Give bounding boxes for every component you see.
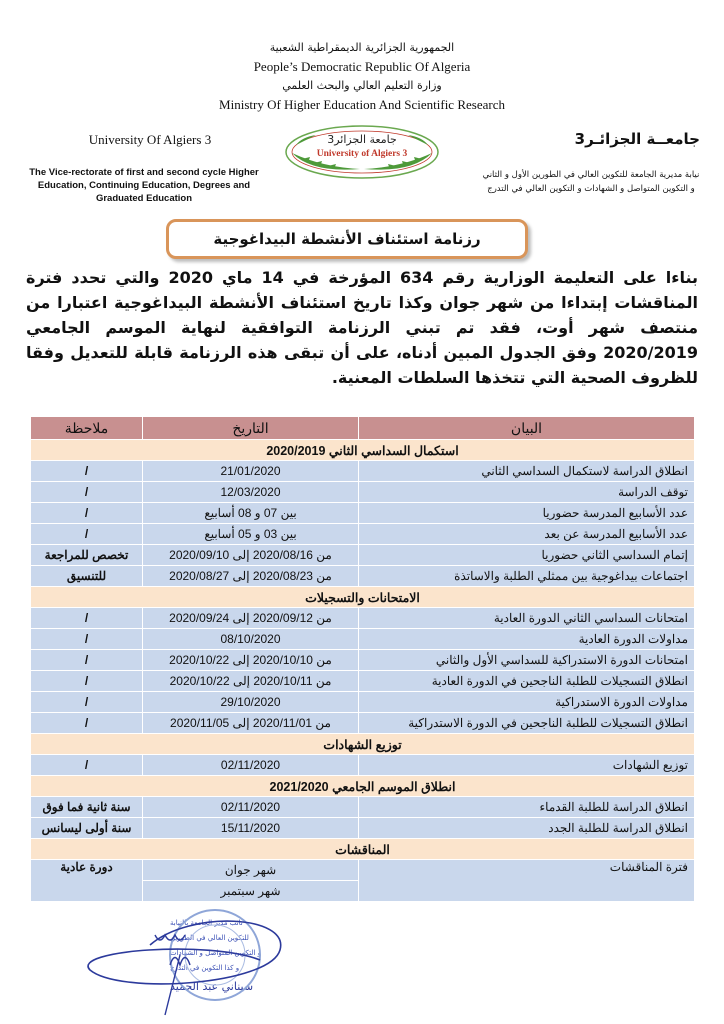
section-title: الامتحانات والتسجيلات <box>31 587 695 608</box>
table-row <box>31 482 695 503</box>
row-date: 08/10/2020 <box>143 629 359 650</box>
university-name-ar: جامعــة الجزائـر3 <box>574 130 700 148</box>
row-description: انطلاق التسجيلات للطلبة الناجحين في الدورة العادية <box>359 671 695 692</box>
table-row <box>31 566 695 587</box>
section-title: توزيع الشهادات <box>31 734 695 755</box>
signer-name: سيناني عبد الحميد <box>170 980 254 993</box>
republic-en: People’s Democratic Republic Of Algeria <box>253 59 471 74</box>
row-description: عدد الأسابيع المدرسة حضوريا <box>359 503 695 524</box>
svg-text:و التكوين المتواصل و الشهادات: و التكوين المتواصل و الشهادات <box>170 949 261 957</box>
table-row <box>31 524 695 545</box>
ministry-header <box>160 38 564 114</box>
row-description: امتحانات الدورة الاستدراكية للسداسي الأول والثاني <box>359 650 695 671</box>
row-date: شهر جوان <box>143 860 359 881</box>
table-row <box>31 818 695 839</box>
row-note: / <box>31 608 143 629</box>
republic-ar: الجمهورية الجزائرية الديمقراطية الشعبية <box>269 41 455 54</box>
row-description: توزيع الشهادات <box>359 755 695 776</box>
column-header-description: البيان <box>359 417 695 440</box>
row-date: بين 03 و 05 أسابيع <box>143 524 359 545</box>
row-date: 02/11/2020 <box>143 755 359 776</box>
logo-text-en: University of Algiers 3 <box>316 149 408 159</box>
table-header-row <box>31 417 695 440</box>
row-date: 12/03/2020 <box>143 482 359 503</box>
vice-rectorate-en: The Vice-rectorate of first and second cycle Higher Education, Continuing Education, Degrees and Graduated Education <box>29 167 259 204</box>
column-header-note: ملاحظة <box>31 417 143 440</box>
row-description: انطلاق الدراسة لاستكمال السداسي الثاني <box>359 461 695 482</box>
row-note: تخصص للمراجعة <box>31 545 143 566</box>
section-title: انطلاق الموسم الجامعي 2021/2020 <box>31 776 695 797</box>
row-note: / <box>31 650 143 671</box>
row-description: انطلاق الدراسة للطلبة الجدد <box>359 818 695 839</box>
table-row <box>31 860 695 881</box>
table-row <box>31 461 695 482</box>
university-logo <box>282 123 442 181</box>
logo-text-ar: جامعة الجزائر3 <box>327 133 397 146</box>
section-row <box>31 587 695 608</box>
table-row <box>31 713 695 734</box>
row-date: من 2020/10/11 إلى 2020/10/22 <box>143 671 359 692</box>
table-row <box>31 755 695 776</box>
schedule-table <box>30 416 695 902</box>
row-note: / <box>31 755 143 776</box>
table-row <box>31 692 695 713</box>
row-description: فترة المناقشات <box>359 860 695 902</box>
row-note: / <box>31 524 143 545</box>
ministry-en: Ministry Of Higher Education And Scientific Research <box>219 97 505 112</box>
section-row <box>31 839 695 860</box>
row-date: من 2020/08/16 إلى 2020/09/10 <box>143 545 359 566</box>
row-date: بين 07 و 08 أسابيع <box>143 503 359 524</box>
row-date: من 2020/09/12 إلى 2020/09/24 <box>143 608 359 629</box>
row-description: انطلاق التسجيلات للطلبة الناجحين في الدورة الاستدراكية <box>359 713 695 734</box>
row-date: 29/10/2020 <box>143 692 359 713</box>
row-note: / <box>31 503 143 524</box>
row-note: / <box>31 629 143 650</box>
column-header-date: التاريخ <box>143 417 359 440</box>
row-date: من 2020/11/01 إلى 2020/11/05 <box>143 713 359 734</box>
table-row <box>31 503 695 524</box>
row-description: امتحانات السداسي الثاني الدورة العادية <box>359 608 695 629</box>
signature-stamp <box>30 905 330 1020</box>
section-row <box>31 440 695 461</box>
row-description: انطلاق الدراسة للطلبة القدماء <box>359 797 695 818</box>
table-row <box>31 545 695 566</box>
row-note: / <box>31 713 143 734</box>
document-title: رزنامة استئناف الأنشطة البيداغوجية <box>166 219 528 259</box>
row-date: من 2020/08/23 إلى 2020/08/27 <box>143 566 359 587</box>
row-note: سنة ثانية فما فوق <box>31 797 143 818</box>
table-row <box>31 671 695 692</box>
row-description: عدد الأسابيع المدرسة عن بعد <box>359 524 695 545</box>
vice-rectorate-ar: نيابة مديرية الجامعة للتكوين العالي في الطورين الأول و الثاني و التكوين المتواصل و الشهادات و التكوين العالي في التدرج <box>482 170 700 194</box>
row-note: / <box>31 692 143 713</box>
svg-text:و كذا التكوين في التدرج: و كذا التكوين في التدرج <box>170 964 240 972</box>
table-row <box>31 629 695 650</box>
row-date: 02/11/2020 <box>143 797 359 818</box>
row-note: سنة أولى ليسانس <box>31 818 143 839</box>
table-row <box>31 797 695 818</box>
university-name-en: University Of Algiers 3 <box>88 132 212 147</box>
row-note: / <box>31 671 143 692</box>
row-description: اجتماعات بيداغوجية بين ممثلي الطلبة والاساتذة <box>359 566 695 587</box>
ministry-ar: وزارة التعليم العالي والبحث العلمي <box>282 79 442 92</box>
row-note: دورة عادية <box>31 860 143 902</box>
table-row <box>31 608 695 629</box>
row-description: إتمام السداسي الثاني حضوريا <box>359 545 695 566</box>
svg-text:للتكوين العالي في الطورين: للتكوين العالي في الطورين <box>170 934 249 942</box>
row-description: مداولات الدورة الاستدراكية <box>359 692 695 713</box>
row-date: شهر سبتمبر <box>143 881 359 902</box>
row-note: للتنسيق <box>31 566 143 587</box>
row-note: / <box>31 482 143 503</box>
intro-paragraph: بناءا على التعليمة الوزارية رقم 634 المؤرخة في 14 ماي 2020 والتي تحدد فترة المناقشات إبتداءا من شهر جوان وكذا تاريخ استئناف الأنشطة البيداغوجية اعتبارا من منتصف شهر أوت، فقد تم تبني الرزنامة التوافقية لنهاية الموسم الجامعي 2020/2019 وفق الجدول المبين أدناه، على أن تبقى هذه الرزنامة قابلة للتعديل وفقا للظروف الصحية التي تتخذها السلطات المعنية. <box>26 268 699 387</box>
row-description: مداولات الدورة العادية <box>359 629 695 650</box>
table-row <box>31 650 695 671</box>
row-date: 15/11/2020 <box>143 818 359 839</box>
section-title: المناقشات <box>31 839 695 860</box>
row-description: توقف الدراسة <box>359 482 695 503</box>
section-row <box>31 776 695 797</box>
section-title: استكمال السداسي الثاني 2020/2019 <box>31 440 695 461</box>
row-date: من 2020/10/10 إلى 2020/10/22 <box>143 650 359 671</box>
section-row <box>31 734 695 755</box>
row-note: / <box>31 461 143 482</box>
row-date: 21/01/2020 <box>143 461 359 482</box>
svg-text:نائب مدير الجامعة بالنيابة: نائب مدير الجامعة بالنيابة <box>170 919 243 927</box>
